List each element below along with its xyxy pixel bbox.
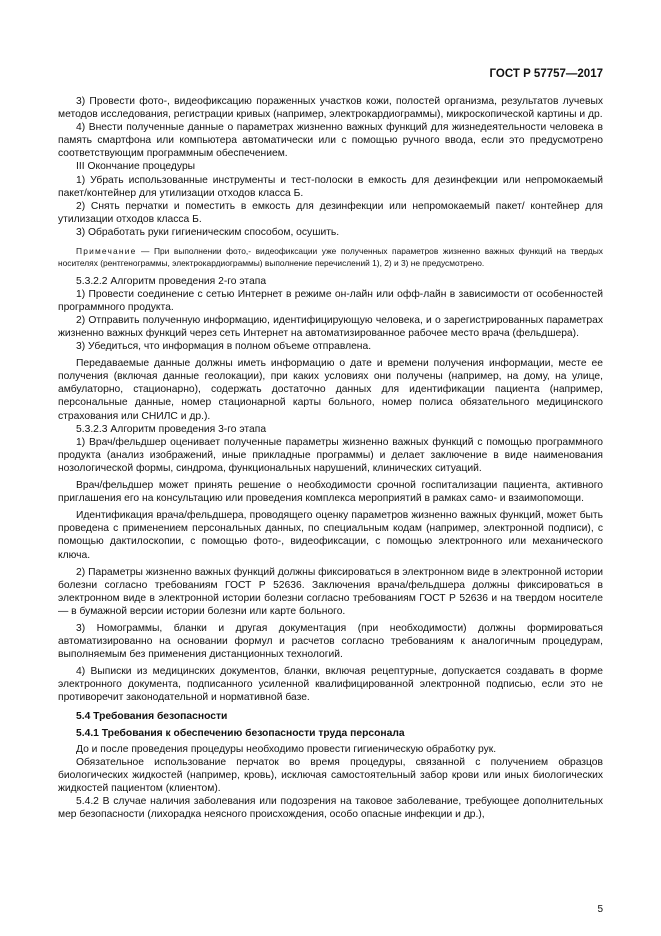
paragraph: 5.3.2.2 Алгоритм проведения 2-го этапа [76, 275, 267, 287]
paragraph: 3) Обработать руки гигиеническим способом, осушить. [76, 226, 340, 238]
note-paragraph [58, 245, 603, 270]
paragraph: Врач/фельдшер может принять решение о необходимости срочной госпитализации пациента, активного приглашения его на консультацию или проведения комплекса мероприятий в рамках само- и взаимопомощи. [58, 480, 603, 505]
paragraph: 2) Параметры жизненно важных функций должны фиксироваться в электронном виде в электронной истории болезни согласно требованиям ГОСТ Р 52636. Заключения врача/фельдшера должны фиксироваться в электронном виде в электронной истории болезни согласно требованиям ГОСТ Р 52636 и на твердом носителе — в бумажной версии истории болезни или карте больного. [58, 566, 603, 617]
paragraph: Обязательное использование перчаток во время процедуры, связанной с получением образцов биологических жидкостей (например, кровь), исключая самостоятельный забор крови или иных биологических жидкостей пациентом (клиентом). [58, 756, 603, 794]
paragraph: 1) Провести соединение с сетью Интернет в режиме он-лайн или офф-лайн в зависимости от особенностей программного продукта. [58, 288, 603, 313]
paragraph: 3) Убедиться, что информация в полном объеме отправлена. [76, 341, 372, 353]
paragraph: 4) Выписки из медицинских документов, бланки, включая рецептурные, допускается создавать в форме электронного документа, подписанного усиленной квалифицированной электронной подписью, если это не противоречит законодательной и нормативной базе. [58, 666, 603, 704]
section-heading: 5.4 Требования безопасности [76, 710, 228, 722]
paragraph: 3) Номограммы, бланки и другая документация (при необходимости) должны формироваться автоматизированно на основании формул и расчетов согласно требованиям к аналогичным процедурам, выполняемым без применения дистанционных технологий. [58, 622, 603, 661]
subsection-heading: 5.4.1 Требования к обеспечению безопасности труда персонала [76, 727, 405, 739]
note-text: — При выполнении фото,- видеофиксации уже полученных параметров жизненно важных функций на твердых носителях (рентгенограммы, электрокардиограммы) выполнение перечислений 1), 2) и 3) не предусмотрено. [58, 246, 603, 269]
paragraph: 5.3.2.3 Алгоритм проведения 3-го этапа [76, 423, 267, 435]
paragraph: 3) Провести фото-, видеофиксацию пораженных участков кожи, полостей организма, результатов лучевых методов исследования, регистрации кривых (например, электрокардиограммы), микроскопической картины и др. [58, 96, 603, 121]
paragraph: 4) Внести полученные данные о параметрах жизненно важных функций для жизнедеятельности человека в память смартфона или компьютера автоматически или с помощью ручного ввода, если это предусмотрено соответствующим программным обеспечением. [58, 122, 603, 160]
document-body [58, 95, 603, 821]
paragraph: 5.4.2 В случае наличия заболевания или подозрения на таковое заболевание, требующее дополнительных мер безопасности (лихорадка неясного происхождения, особо опасные инфекции и др.), [58, 796, 603, 821]
paragraph: 1) Убрать использованные инструменты и тест-полоски в емкость для дезинфекции или непромокаемый пакет/контейнер для утилизации отходов класса Б. [58, 174, 603, 199]
paragraph: 2) Снять перчатки и поместить в емкость для дезинфекции или непромокаемый пакет/ контейнер для утилизации отходов класса Б. [58, 200, 603, 225]
paragraph: III Окончание процедуры [76, 161, 196, 173]
document-header: ГОСТ Р 57757—2017 [489, 68, 603, 80]
paragraph: Идентификация врача/фельдшера, проводящего оценку параметров жизненно важных функций, может быть проведена с применением персональных данных, по специальным кодам (например, электронной подписи), с помощью дактилоскопии, с помощью фото-, видеофиксации, с помощью электронного или механического ключа. [58, 510, 603, 561]
note-label: Примечание [76, 246, 137, 257]
paragraph: Передаваемые данные должны иметь информацию о дате и времени получения информации, месте ее получения (включая данные геолокации), при каких условиях они получены (например, на дому, на улице, амбулаторно, стационарно), содержать достаточно данных для идентификации пациента (например, персональные данные, номер стационарной карты больного, номер полиса обязательного медицинского страхования или СНИЛС и др.). [58, 358, 603, 422]
paragraph: До и после проведения процедуры необходимо провести гигиеническую обработку рук. [76, 743, 497, 755]
paragraph: 2) Отправить полученную информацию, идентифицирующую человека, и о зарегистрированных параметрах жизненно важных функций через сеть Интернет на автоматизированное рабочее место врача (фельдшера). [58, 314, 603, 339]
page-number: 5 [597, 904, 603, 915]
paragraph: 1) Врач/фельдшер оценивает полученные параметры жизненно важных функций с помощью программного продукта (анализ изображений, иные прикладные программы) и делает заключение в виде наименования нозологической формы, синдрома, функциональных нарушений, клинических ситуаций. [58, 436, 603, 474]
